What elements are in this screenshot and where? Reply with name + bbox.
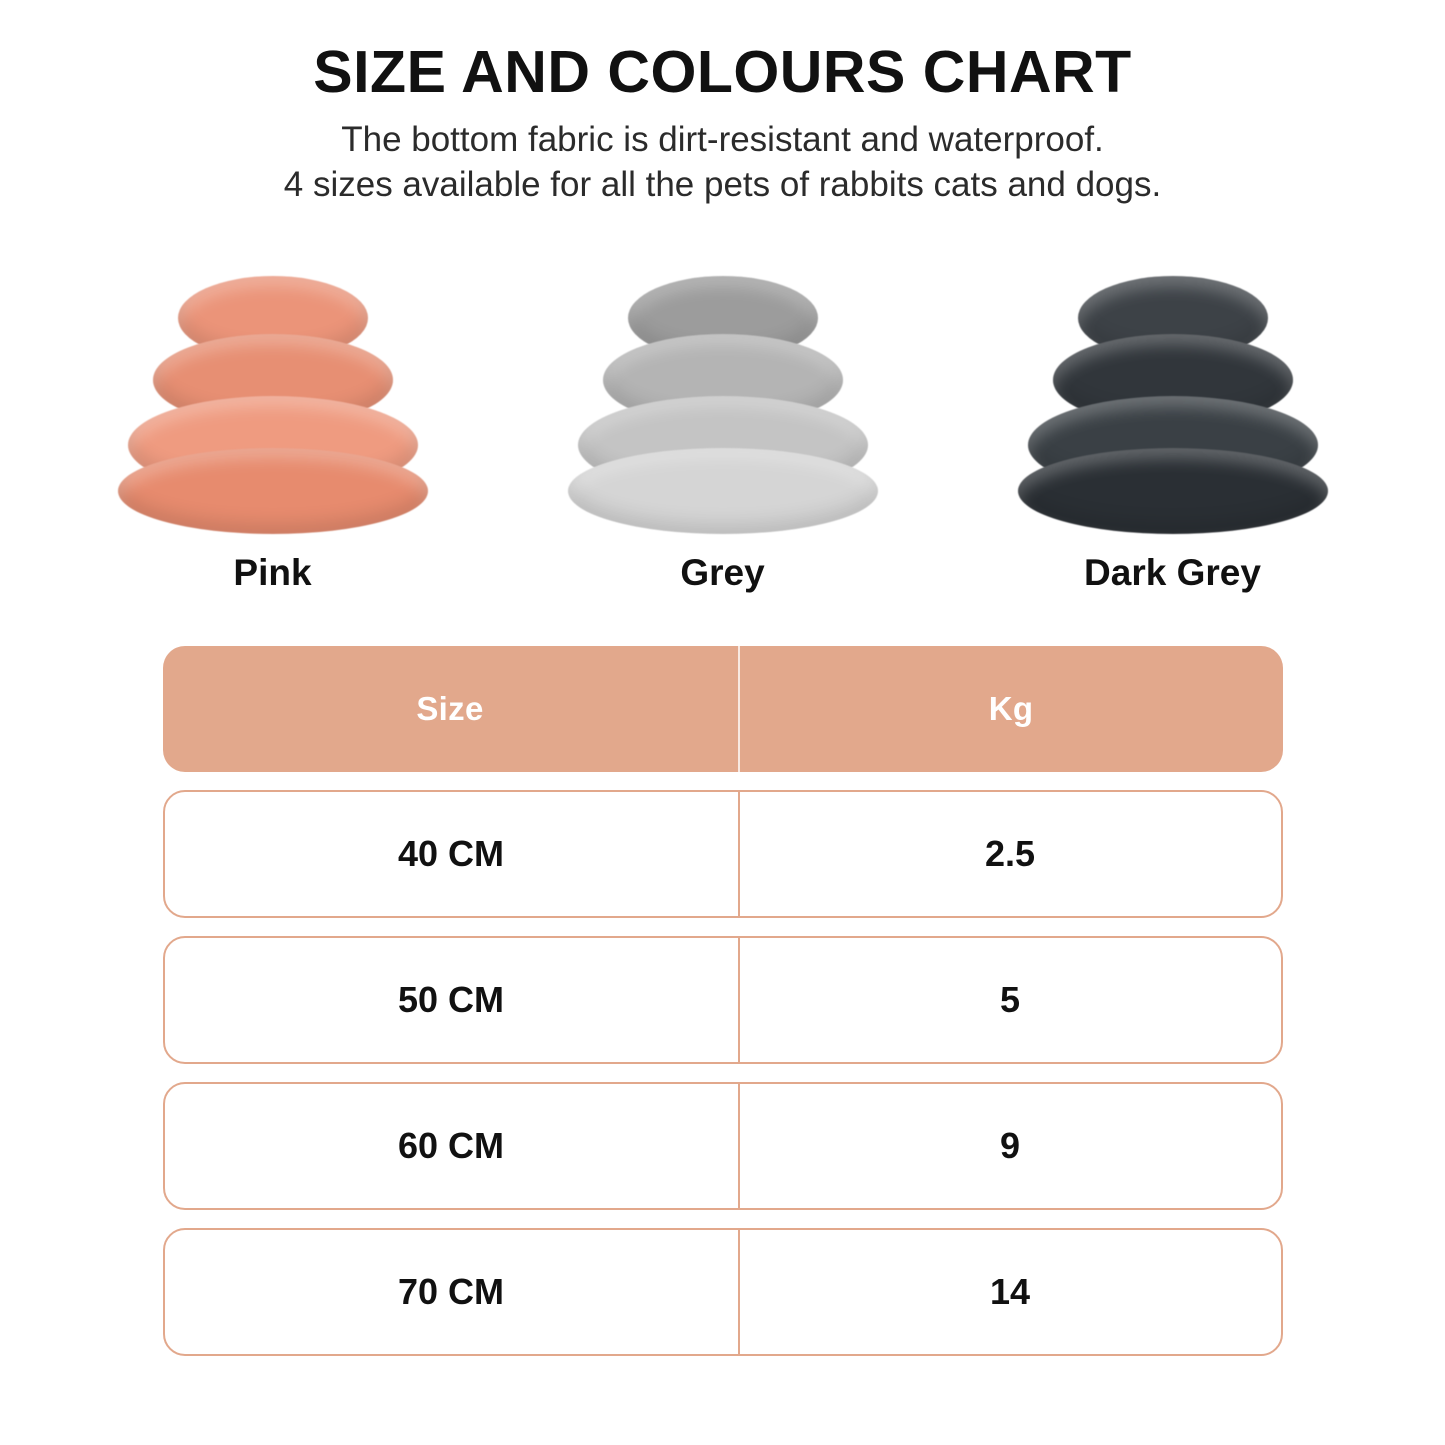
cell-kg: 2.5: [984, 832, 1036, 874]
table-header-size: Size: [163, 646, 740, 772]
colour-label-pink: Pink: [233, 551, 312, 593]
colour-label-grey: Grey: [680, 551, 765, 593]
colour-label-dark-grey: Dark Grey: [1084, 551, 1261, 593]
pet-bed-icon: [568, 270, 878, 530]
table-header-kg: Kg: [988, 689, 1034, 727]
table-header-row: [163, 646, 1283, 772]
subtitle-line-1: The bottom fabric is dirt-resistant and waterproof.: [341, 119, 1104, 159]
table-row: [163, 790, 1283, 918]
colour-swatch-row: [108, 270, 1338, 594]
colour-option-grey[interactable]: [558, 270, 888, 594]
colour-option-dark-grey[interactable]: [1008, 270, 1338, 594]
pet-bed-icon: [118, 270, 428, 530]
table-row: [163, 1228, 1283, 1356]
cell-kg: 9: [999, 1124, 1021, 1166]
cell-size: 50 CM: [165, 938, 740, 1062]
cell-kg: 5: [999, 978, 1021, 1020]
table-row: [163, 1082, 1283, 1210]
table-row: [163, 936, 1283, 1064]
cell-kg: 14: [989, 1270, 1031, 1312]
cell-size: 70 CM: [165, 1230, 740, 1354]
colour-option-pink[interactable]: [108, 270, 438, 594]
size-table: [163, 646, 1283, 1356]
cell-size: 60 CM: [165, 1084, 740, 1208]
subtitle-line-2: 4 sizes available for all the pets of rabbits cats and dogs.: [283, 165, 1162, 205]
cell-size: 40 CM: [165, 792, 740, 916]
page-title: SIZE AND COLOURS CHART: [313, 39, 1132, 105]
pet-bed-icon: [1018, 270, 1328, 530]
